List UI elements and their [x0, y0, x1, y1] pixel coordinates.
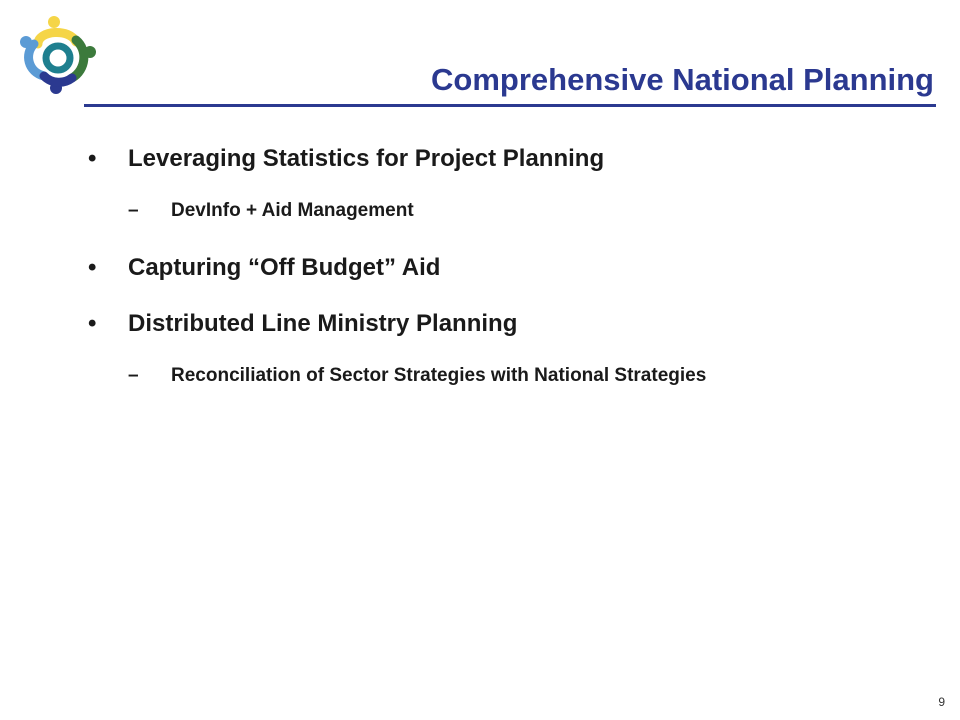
sub-bullet-marker: –: [128, 365, 139, 386]
page-number: 9: [938, 695, 945, 709]
sub-bullet-text: Reconciliation of Sector Strategies with National Strategies: [171, 365, 707, 386]
sub-bullet-text: DevInfo + Aid Management: [171, 200, 414, 221]
bullet-text: Leveraging Statistics for Project Planning: [128, 145, 605, 172]
slide-title: Comprehensive National Planning: [431, 62, 934, 97]
bullet-marker: •: [88, 145, 97, 172]
bullet-marker: •: [88, 254, 97, 281]
bullet-text: Capturing “Off Budget” Aid: [128, 254, 441, 281]
bullet-marker: •: [88, 310, 97, 337]
sub-bullet-marker: –: [128, 200, 139, 221]
bullet-text: Distributed Line Ministry Planning: [128, 310, 518, 337]
